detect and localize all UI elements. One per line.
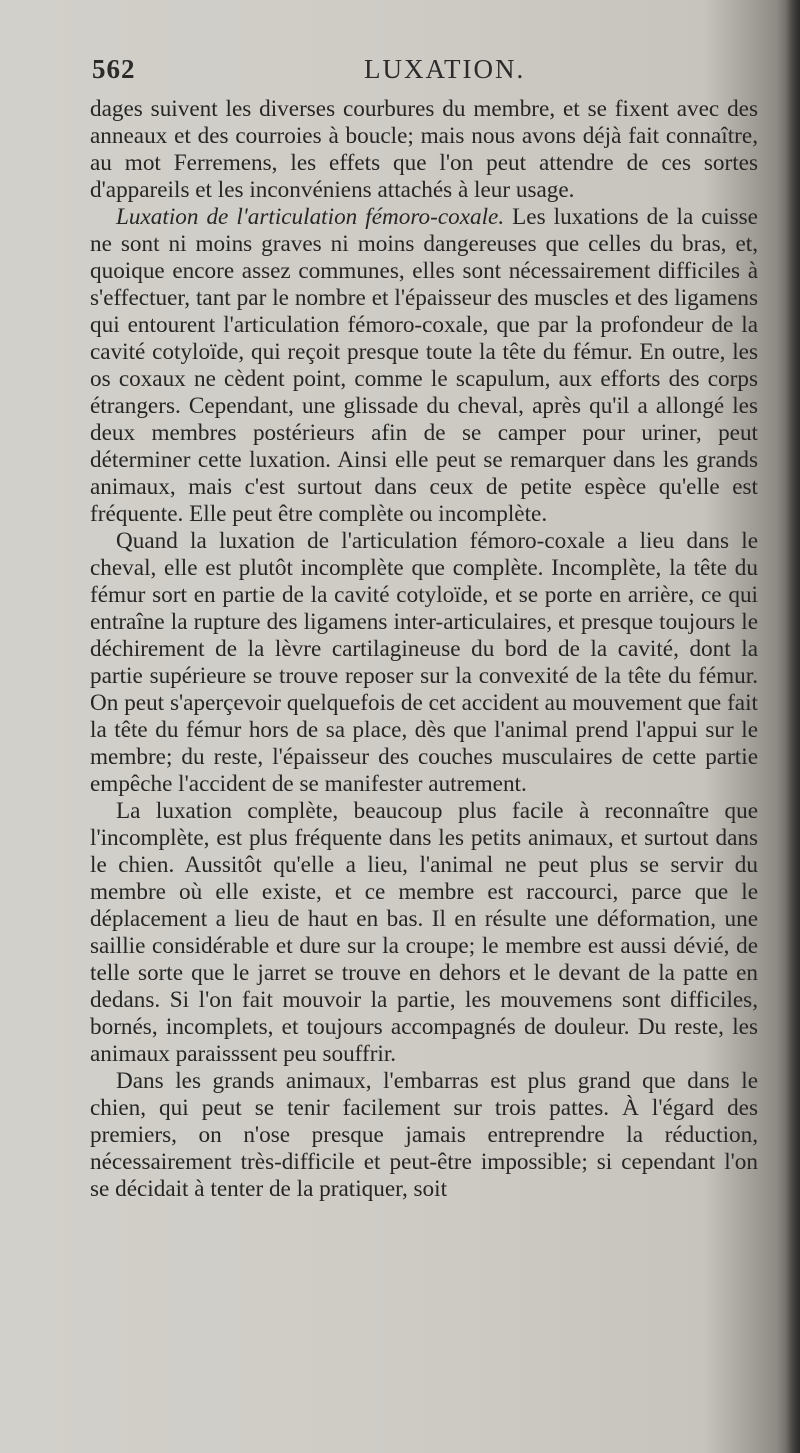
paragraph-text: Les luxations de la cuisse ne sont ni moins graves ni moins dangereuses que celles du bras, et, quoique encore assez communes, elles sont nécessairement difficiles à s'effectuer, tant par le nombre et l'épaisseur des muscles et des ligamens qui entourent l'articulation fémoro-coxale, que par la profondeur de la cavité cotyloïde, qui reçoit presque toute la tête du fémur. En outre, les os coxaux ne cèdent point, comme le scapulum, aux efforts des corps étrangers. Cependant, une glissade du cheval, après qu'il a allongé les deux membres postérieurs afin de se camper pour uriner, peut déterminer cette luxation. Ainsi elle peut se remarquer dans les grands animaux, mais c'est surtout dans ceux de petite espèce qu'elle est fréquente. Elle peut être complète ou incomplète. [90,204,758,527]
paragraph-continuation [90,96,758,204]
section-heading-italic: Luxation de l'articulation fémoro-coxale. [116,204,505,230]
paragraph-text: dages suivent les diverses courbures du membre, et se fixent avec des anneaux et des courroies à boucle; mais nous avons déjà fait connaître, au mot Ferremens, les effets que l'on peut attendre de ces sortes d'appareils et les inconvéniens attachés à leur usage. [90,96,758,203]
paragraph-text: Quand la luxation de l'articulation fémoro-coxale a lieu dans le cheval, elle est plutôt incomplète que complète. Incomplète, la tête du fémur sort en partie de la cavité cotyloïde, et se porte en arrière, ce qui entraîne la rupture des ligamens inter-articulaires, et presque toujours le déchirement de la lèvre cartilagineuse du bord de la cavité, dont la partie supérieure se trouve reposer sur la convexité de la tête du fémur. On peut s'aperçevoir quelquefois de cet accident au mouvement que fait la tête du fémur hors de sa place, dès que l'animal prend l'appui sur le membre; du reste, l'épaisseur des couches musculaires de cette partie empêche l'accident de se manifester autrement. [90,528,758,797]
page-number: 562 [92,54,136,84]
paragraph-complete-luxation [90,798,758,1068]
page-edge-shadow [786,0,800,1453]
paragraph-text: La luxation complète, beaucoup plus facile à reconnaître que l'incomplète, est plus fréquente dans les petits animaux, et surtout dans le chien. Aussitôt qu'elle a lieu, l'animal ne peut plus se servir du membre où elle existe, et ce membre est raccourci, parce que le déplacement a lieu de haut en bas. Il en résulte une déformation, une saillie considérable et dure sur la croupe; le membre est aussi dévié, de telle sorte que le jarret se trouve en dehors et le devant de la patte en dedans. Si l'on fait mouvoir la partie, les mouvemens sont difficiles, bornés, incomplets, et toujours accompagnés de douleur. Du reste, les animaux paraisssent peu souffrir. [90,798,758,1067]
paragraph-femoro-coxal-intro [90,204,758,528]
paragraph-text: Dans les grands animaux, l'embarras est plus grand que dans le chien, qui peut se tenir facilement sur trois pattes. À l'égard des premiers, on n'ose presque jamais entreprendre la réduction, nécessairement très-difficile et peut-être impossible; si cependant l'on se décidait à tenter de la pratiquer, soit [90,1068,758,1202]
body-text [90,96,758,1203]
paragraph-incomplete-luxation [90,528,758,798]
paragraph-large-animals [90,1068,758,1203]
page-header [92,54,732,98]
running-title: LUXATION. [364,54,526,84]
